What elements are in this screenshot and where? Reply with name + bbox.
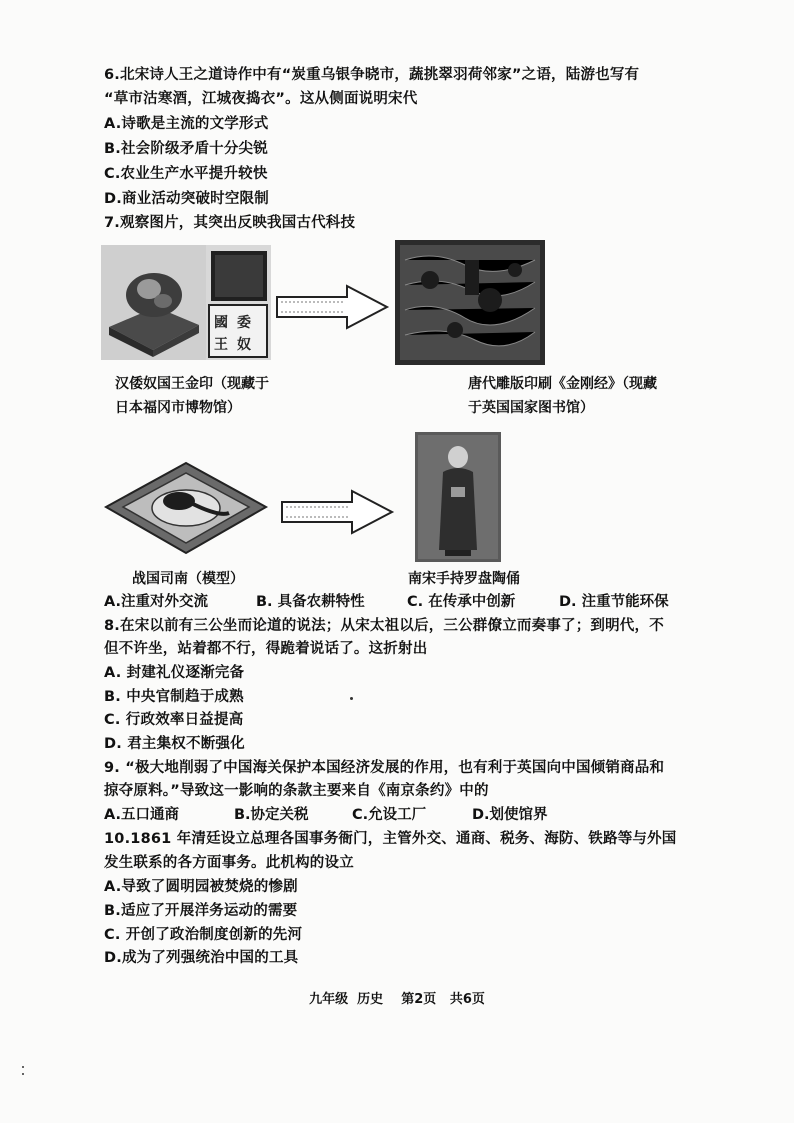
q8-option-b: B. 中央官制趋于成熟 [104, 689, 244, 705]
q7-stem: 7.观察图片，其突出反映我国古代科技 [104, 215, 356, 231]
q10-option-b: B.适应了开展洋务运动的需要 [104, 903, 298, 919]
sinan-caption: 战国司南（模型） [132, 571, 244, 587]
gold-seal-caption-line1: 汉倭奴国王金印（现藏于 [115, 376, 269, 392]
q8-option-d: D. 君主集权不断强化 [104, 736, 245, 752]
q9-option-d: D.划使馆界 [472, 807, 548, 823]
q10-option-a: A.导致了圆明园被焚烧的惨剧 [104, 879, 298, 895]
diamond-sutra-caption-line1: 唐代雕版印刷《金刚经》（现藏 [468, 376, 657, 392]
q6-stem-line1: 6.北宋诗人王之道诗作中有“炭重乌银争晓市，蔬挑翠羽荷邻家”之语，陆游也写有 [104, 67, 640, 83]
q6-stem-line2: “草市沽寒酒，江城夜捣衣”。这从侧面说明宋代 [104, 91, 418, 107]
q9-stem-line2: 掠夺原料。”导致这一影响的条款主要来自《南京条约》中的 [104, 783, 489, 799]
figurine-caption: 南宋手持罗盘陶俑 [408, 571, 520, 587]
q10-option-d: D.成为了列强统治中国的工具 [104, 950, 299, 966]
q7-option-d: D. 注重节能环保 [559, 594, 669, 610]
q8-option-c: C. 行政效率日益提高 [104, 712, 244, 728]
svg-text:王: 王 [214, 337, 228, 353]
diamond-sutra-print [395, 240, 545, 365]
q6-option-b: B.社会阶级矛盾十分尖锐 [104, 141, 268, 157]
q10-option-c: C. 开创了政治制度创新的先河 [104, 927, 303, 943]
q9-option-c: C.允设工厂 [352, 807, 427, 823]
scan-speck [350, 697, 353, 700]
q6-option-a: A.诗歌是主流的文学形式 [104, 116, 269, 132]
q7-option-a: A.注重对外交流 [104, 594, 208, 610]
gold-seal-caption-line2: 日本福冈市博物馆） [115, 400, 241, 416]
diamond-sutra-caption-line2: 于英国国家图书馆） [468, 400, 594, 416]
q8-option-a: A. 封建礼仪逐渐完备 [104, 665, 245, 681]
q9-option-b: B.协定关税 [234, 807, 309, 823]
q7-option-c: C. 在传承中创新 [407, 594, 516, 610]
q7-option-b: B. 具备农耕特性 [256, 594, 365, 610]
q8-stem-line1: 8.在宋以前有三公坐而论道的说法；从宋太祖以后，三公群僚立而奏事了；到明代，不 [104, 618, 664, 634]
svg-text:國: 國 [214, 315, 228, 331]
q10-stem-line2: 发生联系的各方面事务。此机构的设立 [104, 855, 354, 871]
scan-speck [22, 1073, 24, 1075]
right-arrow-icon [280, 488, 395, 536]
svg-text:委: 委 [237, 315, 251, 331]
page-footer: 九年级 历史 第2页 共6页 [309, 992, 485, 1007]
svg-text:奴: 奴 [237, 337, 251, 353]
sinan-model-photo [101, 455, 271, 560]
right-arrow-icon [275, 283, 390, 331]
q6-option-c: C.农业生产水平提升较快 [104, 166, 268, 182]
q9-option-a: A.五口通商 [104, 807, 179, 823]
q9-stem-line1: 9. “极大地削弱了中国海关保护本国经济发展的作用，也有利于英国向中国倾销商品和 [104, 760, 665, 776]
q10-stem-line1: 10.1861 年清廷设立总理各国事务衙门，主管外交、通商、税务、海防、铁路等与外国 [104, 831, 677, 847]
compass-figurine-photo [415, 432, 501, 562]
q6-option-d: D.商业活动突破时空限制 [104, 191, 269, 207]
q8-stem-line2: 但不许坐，站着都不行，得跪着说话了。这折射出 [104, 641, 428, 657]
scan-speck [22, 1066, 24, 1068]
gold-seal-photo [101, 245, 271, 360]
